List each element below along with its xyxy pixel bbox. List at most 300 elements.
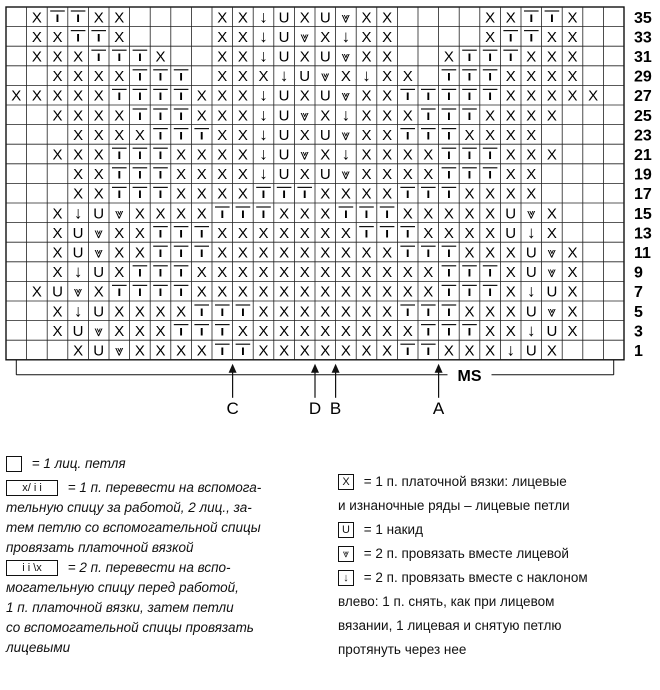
yarn-over-cell: U (93, 342, 105, 360)
yarn-over-cell: U (278, 9, 290, 27)
k2tog-cell: ⩔ (73, 283, 83, 301)
cable-cell: ı (55, 8, 60, 25)
cable-cell: ı (405, 244, 410, 260)
garter-cell: X (402, 283, 413, 301)
garter-cell: X (361, 28, 372, 46)
cable-cell: ı (446, 185, 451, 202)
cable-cell: ı (426, 126, 431, 143)
garter-cell: X (464, 224, 475, 242)
garter-cell: X (299, 48, 310, 66)
cable-cell: ı (158, 165, 163, 182)
garter-cell: X (320, 28, 331, 46)
garter-cell: X (340, 342, 351, 360)
garter-cell: X (196, 283, 207, 301)
garter-cell: X (134, 322, 145, 340)
garter-cell: X (340, 283, 351, 301)
row-number: 5 (634, 303, 643, 321)
garter-cell: X (279, 303, 290, 321)
garter-cell: X (485, 205, 496, 223)
garter-cell: X (217, 48, 228, 66)
garter-cell: X (217, 107, 228, 125)
cable-cell: ı (446, 283, 451, 300)
garter-cell: X (134, 342, 145, 360)
garter-cell: X (485, 28, 496, 46)
garter-cell: X (237, 146, 248, 164)
marker-arrowhead (332, 364, 340, 373)
yarn-over-cell: U (72, 244, 84, 262)
garter-cell: X (546, 68, 557, 86)
garter-cell: X (464, 342, 475, 360)
garter-cell: X (361, 342, 372, 360)
yarn-over-cell: U (299, 68, 311, 86)
yarn-over-cell: U (319, 48, 331, 66)
cable-cell: ı (137, 48, 142, 64)
garter-cell: X (361, 166, 372, 184)
garter-cell: X (567, 48, 578, 66)
cable-cell: ı (467, 263, 472, 280)
cable-cell: ı (446, 244, 451, 260)
garter-cell: X (546, 146, 557, 164)
yarn-over-cell: U (278, 126, 290, 144)
garter-cell: X (402, 146, 413, 164)
garter-cell: X (52, 303, 63, 321)
garter-cell: X (505, 126, 516, 144)
garter-cell: X (237, 28, 248, 46)
cable-cell: ı (446, 87, 451, 104)
ssk-cell: ↓ (259, 124, 268, 144)
garter-cell: X (279, 264, 290, 282)
garter-cell: X (382, 303, 393, 321)
cable-cell: ı (364, 204, 369, 221)
ssk-cell: ↓ (279, 66, 289, 86)
legend-k2tog (338, 542, 658, 566)
k2tog-cell: ⩔ (94, 322, 103, 340)
k2tog-cell: ⩔ (300, 107, 309, 125)
garter-cell: X (237, 107, 248, 125)
garter-cell: X (217, 185, 228, 203)
garter-cell: X (505, 264, 516, 282)
garter-cell: X (299, 264, 310, 282)
garter-cell: X (382, 342, 393, 360)
garter-cell: X (485, 107, 496, 125)
garter-cell: X (237, 166, 248, 184)
legend-ssk-line: вязании, 1 лицевая и снятую петлю (338, 618, 562, 633)
legend-u (338, 518, 658, 542)
garter-cell: X (176, 166, 187, 184)
cable-cell: ı (76, 8, 81, 25)
garter-cell: X (526, 185, 537, 203)
cable-cell: ı (220, 342, 225, 358)
cable-cell: ı (158, 146, 163, 162)
cable-cell: ı (426, 244, 431, 260)
cable-cell: ı (385, 224, 390, 241)
cable-cell: ı (220, 322, 225, 339)
cable-cell: ı (282, 185, 287, 202)
garter-cell: X (258, 68, 269, 86)
garter-cell: X (114, 107, 125, 125)
ssk-cell: ↓ (527, 222, 536, 242)
garter-cell: X (567, 322, 578, 340)
garter-cell: X (176, 146, 187, 164)
garter-cell: X (73, 342, 84, 360)
garter-cell: X (237, 126, 248, 144)
yarn-over-cell: U (505, 205, 517, 223)
cross-right-line: 1 п. платочной вязки, затем петли (6, 600, 234, 615)
cable-cell: ı (405, 224, 410, 241)
cable-cell: ı (549, 8, 554, 25)
ssk-cell: ↓ (362, 66, 371, 86)
garter-cell: X (382, 166, 393, 184)
garter-cell: X (505, 244, 516, 262)
garter-cell: X (423, 283, 434, 301)
yarn-over-cell: U (525, 244, 537, 262)
cable-cell: ı (405, 185, 410, 202)
cable-cell: ı (446, 146, 451, 162)
cross-right-line: лицевыми (6, 640, 71, 655)
garter-cell: X (73, 126, 84, 144)
garter-cell: X (279, 244, 290, 262)
legend-x (338, 470, 658, 518)
garter-cell: X (258, 264, 269, 282)
yarn-over-cell: U (525, 264, 537, 282)
cable-cell: ı (179, 322, 184, 339)
cable-cell: ı (446, 263, 451, 280)
cable-cell: ı (385, 204, 390, 221)
ssk-cell: ↓ (341, 144, 351, 164)
garter-cell: X (237, 48, 248, 66)
garter-cell: X (299, 244, 310, 262)
marker-arrowhead (229, 364, 237, 373)
k2tog-cell: ⩔ (115, 205, 124, 223)
yarn-over-cell: U (93, 205, 105, 223)
row-number: 11 (634, 245, 651, 262)
cross-right-line: = 2 п. перевести на вспо- (67, 560, 231, 575)
garter-cell: X (567, 68, 578, 86)
garter-cell: X (382, 9, 393, 27)
garter-cell: X (114, 28, 125, 46)
garter-cell: X (299, 283, 310, 301)
cross-right-line: могательную спицу перед работой, (6, 580, 239, 595)
garter-cell: X (361, 146, 372, 164)
yarn-over-cell: U (505, 224, 517, 242)
legend-cross-right (6, 558, 306, 658)
yarn-over-cell: U (319, 9, 331, 27)
cable-cell: ı (467, 67, 472, 84)
garter-cell: X (361, 303, 372, 321)
garter-cell: X (217, 166, 228, 184)
garter-cell: X (217, 87, 228, 105)
cable-cell: ı (302, 185, 307, 202)
legend-left (6, 454, 306, 658)
cable-cell: ı (179, 87, 184, 104)
garter-cell: X (546, 107, 557, 125)
garter-cell: X (279, 224, 290, 242)
garter-cell: X (382, 244, 393, 262)
yarn-over-cell: U (52, 283, 63, 301)
cable-cell: ı (199, 244, 204, 260)
garter-cell: X (299, 9, 310, 27)
garter-cell: X (73, 68, 84, 86)
cable-cell: ı (405, 87, 410, 104)
garter-cell: X (320, 185, 331, 203)
garter-cell: X (217, 9, 228, 27)
cable-cell: ı (179, 106, 184, 123)
cable-cell: ı (446, 126, 451, 143)
garter-cell: X (402, 107, 413, 125)
garter-cell: X (237, 68, 248, 86)
ms-label: MS (457, 367, 482, 385)
legend-empty-text: = 1 лиц. петля (31, 456, 126, 471)
yarn-over-cell: U (546, 283, 558, 301)
garter-cell: X (382, 283, 393, 301)
garter-cell: X (320, 244, 331, 262)
garter-cell: X (52, 224, 63, 242)
row-number: 27 (634, 88, 652, 106)
garter-cell: X (382, 185, 393, 203)
garter-x-icon: X (338, 474, 354, 490)
cable-cell: ı (446, 67, 451, 84)
cable-cell: ı (467, 48, 472, 64)
yarn-over-cell: U (278, 146, 290, 164)
garter-cell: X (114, 224, 125, 242)
garter-cell: X (196, 264, 207, 282)
garter-cell: X (196, 185, 207, 203)
garter-cell: X (485, 126, 496, 144)
garter-cell: X (196, 87, 207, 105)
ssk-cell: ↓ (259, 164, 268, 184)
garter-cell: X (464, 126, 475, 144)
cable-cell: ı (137, 67, 142, 84)
garter-cell: X (52, 48, 63, 66)
garter-cell: X (93, 166, 104, 184)
yarn-over-cell: U (278, 28, 290, 46)
garter-cell: X (505, 166, 516, 184)
garter-cell: X (526, 146, 537, 164)
garter-cell: X (279, 205, 290, 223)
garter-cell: X (196, 205, 207, 223)
garter-cell: X (52, 107, 63, 125)
row-number: 17 (634, 186, 652, 204)
garter-cell: X (340, 264, 351, 282)
garter-cell: X (423, 224, 434, 242)
cable-cell: ı (137, 106, 142, 123)
cable-cell: ı (76, 28, 81, 45)
garter-cell: X (299, 303, 310, 321)
yarn-over-cell: U (72, 224, 84, 242)
k2tog-cell: ⩔ (341, 87, 351, 105)
yarn-over-cell: U (278, 166, 290, 184)
garter-cell: X (52, 68, 63, 86)
garter-cell: X (52, 87, 63, 105)
cable-cell: ı (158, 67, 163, 84)
garter-cell: X (237, 9, 248, 27)
cable-cell: ı (364, 224, 369, 241)
cable-cell: ı (488, 165, 493, 182)
garter-cell: X (52, 146, 63, 164)
row-number: 3 (634, 323, 643, 341)
garter-cell: X (134, 303, 145, 321)
cable-cell: ı (179, 263, 184, 280)
garter-cell: X (217, 146, 228, 164)
garter-cell: X (526, 166, 537, 184)
garter-cell: X (361, 283, 372, 301)
legend-k2tog-text: = 2 п. провязать вместе лицевой (363, 546, 569, 561)
garter-cell: X (52, 264, 63, 282)
ssk-cell: ↓ (341, 26, 351, 46)
garter-cell: X (155, 342, 166, 360)
garter-cell: X (485, 185, 496, 203)
cable-cell: ı (179, 224, 184, 241)
garter-cell: X (134, 244, 145, 262)
k2tog-cell: ⩔ (300, 146, 309, 164)
garter-cell: X (402, 166, 413, 184)
garter-cell: X (443, 48, 454, 66)
garter-cell: X (340, 303, 351, 321)
row-number: 23 (634, 127, 652, 145)
cable-cell: ı (117, 185, 122, 202)
cable-cell: ı (117, 146, 122, 162)
garter-cell: X (505, 185, 516, 203)
cable-cell: ı (220, 204, 225, 221)
garter-cell: X (505, 322, 516, 340)
garter-cell: X (93, 185, 104, 203)
garter-cell: X (567, 244, 578, 262)
garter-cell: X (155, 303, 166, 321)
garter-cell: X (31, 28, 42, 46)
k2tog-cell: ⩔ (341, 126, 351, 144)
cable-cell: ı (261, 185, 266, 202)
garter-cell: X (567, 303, 578, 321)
cable-cell: ı (488, 67, 493, 84)
garter-cell: X (361, 244, 372, 262)
yarn-over-cell: U (319, 166, 331, 184)
garter-cell: X (505, 87, 516, 105)
cable-cell: ı (529, 28, 534, 45)
legend-empty (6, 454, 306, 474)
garter-cell: X (237, 244, 248, 262)
cable-cell: ı (240, 204, 245, 221)
cable-cell: ı (137, 263, 142, 280)
cable-cell: ı (488, 146, 493, 162)
cable-cell: ı (446, 302, 451, 319)
garter-cell: X (155, 205, 166, 223)
cable-cell: ı (137, 87, 142, 104)
garter-cell: X (114, 68, 125, 86)
garter-cell: X (320, 342, 331, 360)
yarn-over-cell: U (278, 87, 290, 105)
cable-cell: ı (426, 342, 431, 358)
garter-cell: X (93, 68, 104, 86)
k2tog-cell: ⩔ (547, 244, 557, 262)
garter-cell: X (423, 146, 434, 164)
garter-cell: X (93, 107, 104, 125)
garter-cell: X (237, 283, 248, 301)
garter-cell: X (114, 303, 125, 321)
cable-cell: ı (117, 283, 122, 300)
k2tog-cell: ⩔ (94, 224, 103, 242)
garter-cell: X (382, 48, 393, 66)
garter-cell: X (196, 166, 207, 184)
yarn-over-cell: U (278, 48, 290, 66)
cable-cell: ı (467, 87, 472, 104)
garter-cell: X (155, 48, 166, 66)
garter-cell: X (196, 107, 207, 125)
garter-cell: X (114, 126, 125, 144)
garter-cell: X (258, 283, 269, 301)
cable-cell: ı (158, 224, 163, 241)
garter-cell: X (320, 264, 331, 282)
ssk-cell: ↓ (73, 301, 83, 321)
garter-cell: X (588, 87, 599, 105)
cable-cell: ı (179, 67, 184, 84)
garter-cell: X (546, 342, 557, 360)
cross-right-icon: i i \x (6, 560, 58, 576)
yarn-over-cell: U (546, 322, 558, 340)
garter-cell: X (31, 9, 42, 27)
row-number: 35 (634, 9, 652, 27)
garter-cell: X (567, 283, 578, 301)
garter-cell: X (52, 205, 63, 223)
legend-ssk (338, 566, 658, 662)
cable-cell: ı (117, 48, 122, 64)
marker-label: A (432, 398, 445, 418)
cable-cell: ı (240, 302, 245, 319)
yarn-over-icon: U (338, 522, 354, 538)
garter-cell: X (485, 9, 496, 27)
garter-cell: X (361, 322, 372, 340)
cable-cell: ı (158, 106, 163, 123)
garter-cell: X (258, 322, 269, 340)
cable-cell: ı (426, 302, 431, 319)
garter-cell: X (382, 322, 393, 340)
garter-cell: X (73, 87, 84, 105)
yarn-over-cell: U (93, 264, 105, 282)
cable-cell: ı (261, 204, 266, 221)
k2tog-cell: ⩔ (527, 205, 536, 223)
garter-cell: X (320, 146, 331, 164)
ssk-cell: ↓ (259, 7, 268, 27)
cable-cell: ı (220, 302, 225, 319)
marker-label: B (329, 398, 342, 418)
k2tog-icon: ⩔ (338, 546, 354, 562)
cross-left-line: провязать платочной вязкой (6, 540, 194, 555)
k2tog-cell: ⩔ (300, 28, 309, 46)
row-number: 31 (634, 49, 652, 66)
row-number: 19 (634, 166, 652, 184)
row-number: 15 (634, 205, 652, 223)
empty-cell-icon (6, 456, 22, 472)
cable-cell: ı (405, 302, 410, 319)
ssk-cell: ↓ (527, 281, 536, 301)
garter-cell: X (423, 166, 434, 184)
garter-cell: X (443, 224, 454, 242)
yarn-over-cell: U (278, 107, 290, 125)
k2tog-cell: ⩔ (547, 264, 557, 282)
legend-u-text: = 1 накид (363, 522, 423, 537)
cable-cell: ı (137, 185, 142, 202)
garter-cell: X (279, 283, 290, 301)
garter-cell: X (114, 244, 125, 262)
ssk-cell: ↓ (341, 105, 351, 125)
yarn-over-cell: U (319, 87, 331, 105)
garter-cell: X (11, 87, 22, 105)
garter-cell: X (340, 244, 351, 262)
row-number: 33 (634, 29, 652, 47)
legend-right (338, 470, 658, 662)
garter-cell: X (567, 28, 578, 46)
garter-cell: X (505, 107, 516, 125)
yarn-over-cell: U (525, 342, 537, 360)
